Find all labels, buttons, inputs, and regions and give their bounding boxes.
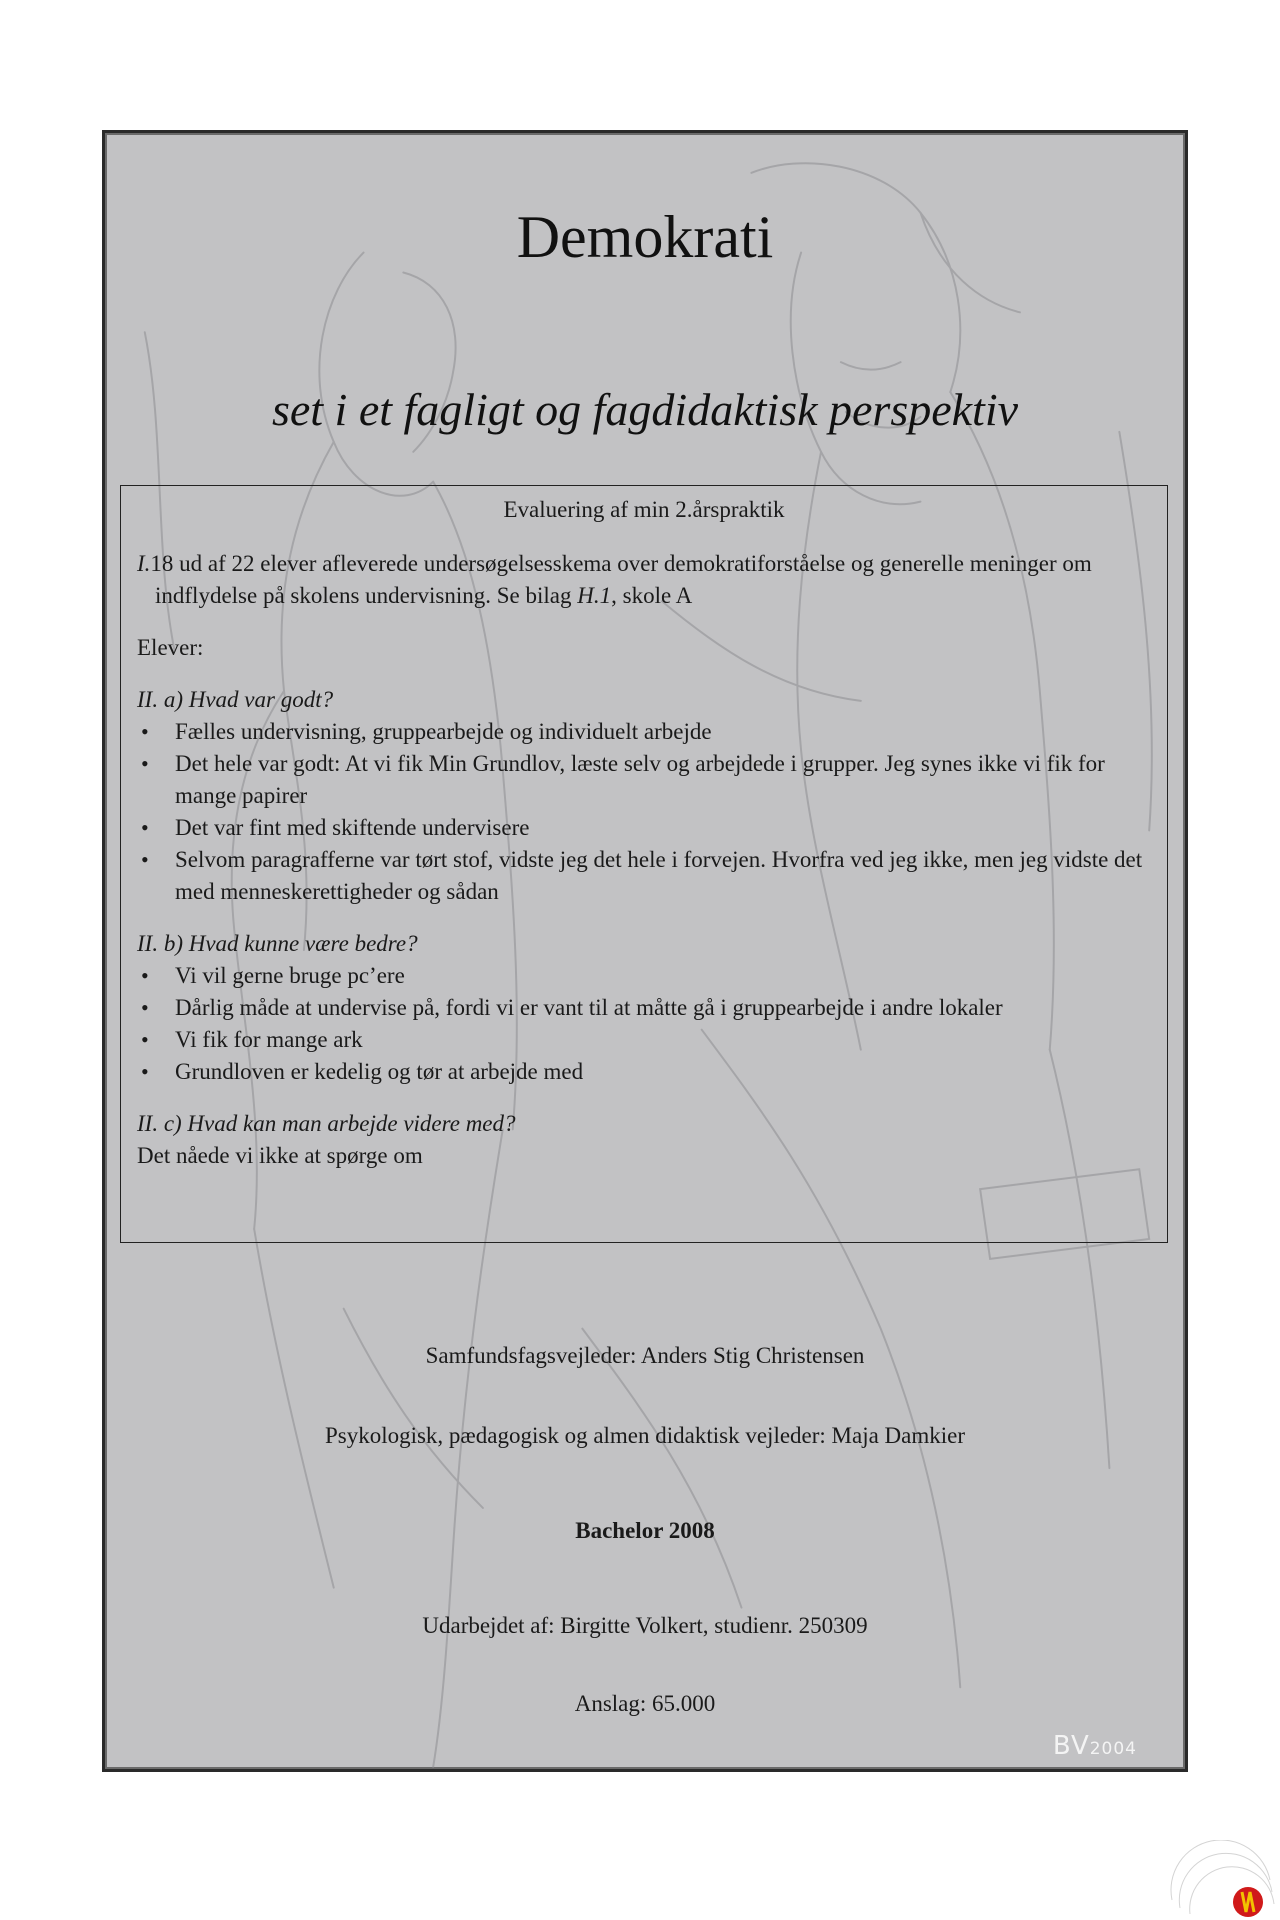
artist-signature — [1053, 1731, 1137, 1761]
cover-frame — [102, 130, 1188, 1772]
list-item: • Det var fint med skiftende undervisere — [137, 812, 1151, 844]
list-item: • Grundloven er kedelig og tør at arbejde med — [137, 1056, 1151, 1088]
section-c-text: Det nåede vi ikke at spørge om — [137, 1143, 423, 1168]
supervisor-social: Samfundsfagsvejleder: Anders Stig Christensen — [425, 1343, 865, 1368]
page-subtitle: set i et fagligt og fagdidaktisk perspektiv — [271, 384, 1019, 435]
list-item: • Vi vil gerne bruge pc’ere — [137, 960, 1151, 992]
list-item: • Fælles undervisning, gruppearbejde og individuelt arbejde — [137, 716, 1151, 748]
evaluation-intro — [137, 548, 1151, 612]
section-a-list — [137, 716, 1151, 908]
supervisor-psych: Psykologisk, pædagogisk og almen didaktisk vejleder: Maja Damkier — [324, 1423, 966, 1448]
students-label: Elever: — [137, 635, 204, 660]
list-item: • Selvom paragrafferne var tørt stof, vidste jeg det hele i forvejen. Hvorfra ved jeg ikke, men jeg vidste det med menneskerettigheder og sådan — [137, 844, 1151, 908]
signature-year: 2004 — [1089, 1739, 1137, 1759]
section-b-heading: II. b) Hvad kunne være bedre? — [137, 931, 418, 956]
intro-ref: H.1 — [577, 583, 612, 608]
degree-label: Bachelor 2008 — [575, 1518, 715, 1543]
length-line: Anslag: 65.000 — [574, 1691, 716, 1716]
signature-initials: BV — [1052, 1731, 1090, 1761]
intro-suffix: , skole A — [611, 583, 693, 608]
section-b-list — [137, 960, 1151, 1088]
section-a-heading: II. a) Hvad var godt? — [137, 687, 334, 712]
intro-prefix: I. — [137, 551, 151, 576]
page-title: Demokrati — [516, 204, 774, 270]
intro-text: 18 ud af 22 elever afleverede undersøgelsesskema over demokratiforståelse og generelle meninger om indflydelse på skolens undervisning. Se bilag — [150, 551, 1092, 608]
author-line: Udarbejdet af: Birgitte Volkert, studienr. 250309 — [422, 1613, 868, 1638]
list-item: • Vi fik for mange ark — [137, 1024, 1151, 1056]
list-item: • Dårlig måde at undervise på, fordi vi er vant til at måtte gå i gruppearbejde i andre lokaler — [137, 992, 1151, 1024]
evaluation-heading: Evaluering af min 2.årspraktik — [503, 497, 785, 522]
section-c-heading: II. c) Hvad kan man arbejde videre med? — [137, 1111, 516, 1136]
watermark-logo-icon — [1162, 1840, 1280, 1920]
list-item: • Det hele var godt: At vi fik Min Grundlov, læste selv og arbejdede i grupper. Jeg synes ikke vi fik for mange papirer — [137, 748, 1151, 812]
evaluation-box — [120, 485, 1168, 1243]
